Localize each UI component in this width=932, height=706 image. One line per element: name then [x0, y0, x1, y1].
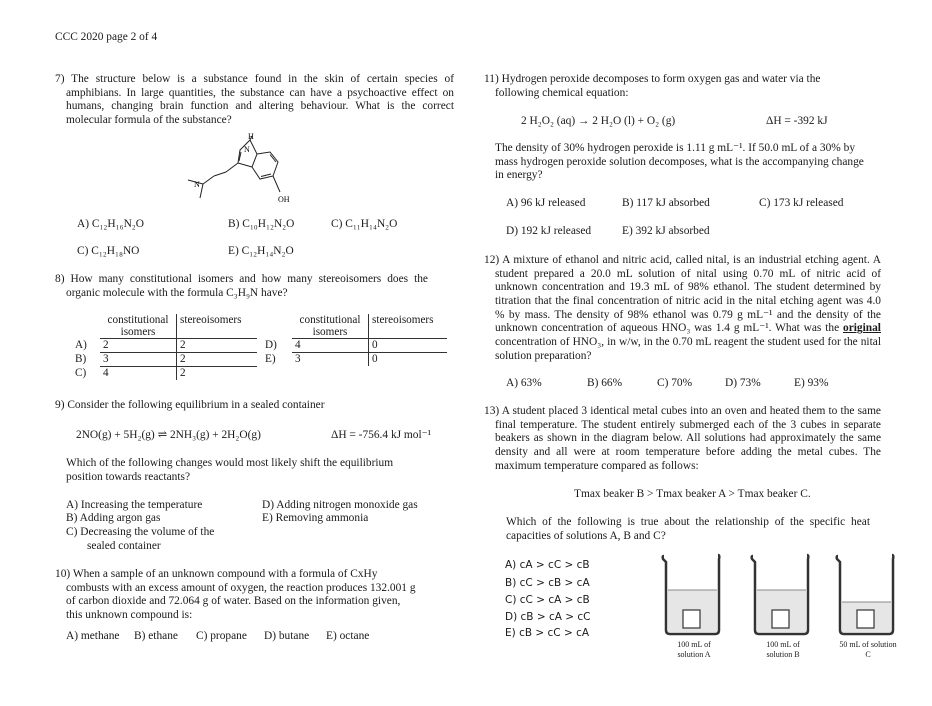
q9-option-c[interactable]: C) Decreasing the volume of the sealed container	[66, 526, 215, 552]
beaker-b	[749, 552, 814, 636]
q8-table-right	[262, 314, 447, 366]
q13-tmax: Tmax beaker B > Tmax beaker A > Tmax beaker C.	[574, 488, 811, 500]
beaker-a-caption: 100 mL of solution A	[677, 640, 711, 659]
molecule-structure	[180, 130, 300, 206]
question-7-text: 7) The structure below is a substance found in the skin of certain species of amphibians. In large quantities, the substance can have a psychoactive effect on humans, changing brain function and altering behaviour. What is the correct molecular formula of the substance?	[55, 73, 454, 127]
q8-col-stereo: stereoisomers	[177, 314, 258, 339]
q9-equation: 2NO(g) + 5H₂(g) ⇌ 2NH₃(g) + 2H₂O(g)	[76, 429, 261, 441]
q12-option-a[interactable]: A) 63%	[506, 377, 542, 389]
q11-delta-h: ΔH = -392 kJ	[766, 115, 828, 127]
q9-delta-h: ΔH = -756.4 kJ mol⁻¹	[331, 429, 432, 441]
q13-option-d[interactable]: D) cB > cA > cC	[505, 611, 591, 623]
q12-option-d[interactable]: D) 73%	[725, 377, 761, 389]
q9-option-d[interactable]: D) Adding nitrogen monoxide gas	[262, 499, 418, 511]
table-row[interactable]: D) 4 0	[262, 339, 447, 353]
q8-table-left	[72, 314, 257, 380]
q9-option-b[interactable]: B) Adding argon gas	[66, 512, 161, 524]
question-13-text2: Which of the following is true about the relationship of the specific heat capacities of solutions A, B and C?	[506, 516, 870, 542]
q13-option-b[interactable]: B) cC > cB > cA	[505, 577, 590, 589]
question-9-text: 9) Consider the following equilibrium in a sealed container	[55, 399, 325, 411]
q11-option-b[interactable]: B) 117 kJ absorbed	[622, 197, 710, 209]
beaker-a	[660, 552, 725, 636]
q7-option-b[interactable]: B) C₁₀H₁₂N₂O	[228, 218, 295, 230]
struct-h-label: H	[248, 132, 254, 141]
q11-option-d[interactable]: D) 192 kJ released	[506, 225, 592, 237]
q7-option-e[interactable]: E) C₁₂H₁₄N₂O	[228, 245, 294, 257]
table-row[interactable]: C) 4 2	[72, 367, 257, 381]
q11-equation: 2 H₂O₂ (aq) → 2 H₂O (l) + O₂ (g)	[521, 115, 676, 127]
struct-n-label: N	[244, 145, 250, 154]
q12-option-b[interactable]: B) 66%	[587, 377, 623, 389]
q8-col-stereo-right: stereoisomers	[369, 314, 448, 339]
question-8-text: 8) How many constitutional isomers and how many stereoisomers does the organic molecule with the formula C₃H₉N have?	[55, 273, 428, 299]
q13-option-a[interactable]: A) cA > cC > cB	[505, 559, 590, 571]
beaker-c	[834, 552, 899, 636]
table-row[interactable]: E) 3 0	[262, 353, 447, 367]
q7-option-a[interactable]: A) C₁₂H₁₆N₂O	[77, 218, 144, 230]
struct-n2-label: N	[194, 180, 200, 189]
question-12-text: 12) A mixture of ethanol and nitric acid, called nital, is an industrial etching agent. A student prepared a 20.0 mL solution of nital using 0.70 mL of nitric acid of unknown concentration and 19.3 mL of 98% ethanol. The student determined by titration that the final concentration of nitric acid in the nital etching agent was 4.0 % by mass. The density of 98% ethanol was 0.79 g mL⁻¹ and the density of the unknown concentration of aqueous HNO₃ was 1.4 g mL⁻¹. What was the original concentration of HNO₃, in w/w, in the 0.70 mL reagent the student used for the nital solution preparation?	[484, 254, 881, 362]
q9-option-e[interactable]: E) Removing ammonia	[262, 512, 369, 524]
q9-option-a[interactable]: A) Increasing the temperature	[66, 499, 203, 511]
q8-col-constitutional-right: constitutional isomers	[292, 314, 369, 339]
q12-option-e[interactable]: E) 93%	[794, 377, 829, 389]
q8-col-constitutional: constitutional isomers	[100, 314, 177, 339]
underlined-original: original	[843, 322, 881, 335]
q10-option-d[interactable]: D) butane	[264, 630, 310, 642]
q10-option-c[interactable]: C) propane	[196, 630, 247, 642]
table-row[interactable]: B) 3 2	[72, 353, 257, 367]
page-header: CCC 2020 page 2 of 4	[55, 31, 158, 43]
beaker-c-caption: 50 mL of solution C	[839, 640, 897, 659]
question-11-text: 11) Hydrogen peroxide decomposes to form oxygen gas and water via the following chemical equation:	[484, 73, 821, 99]
question-11-text2: The density of 30% hydrogen peroxide is 1.11 g mL⁻¹. If 50.0 mL of a 30% by mass hydrogen peroxide solution decomposes, what is the accompanying change in energy?	[495, 142, 864, 182]
beaker-b-caption: 100 mL of solution B	[766, 640, 800, 659]
q11-option-a[interactable]: A) 96 kJ released	[506, 197, 586, 209]
q13-option-e[interactable]: E) cB > cC > cA	[505, 627, 590, 639]
q7-option-c[interactable]: C) C₁₁H₁₄N₂O	[331, 218, 398, 230]
question-10-text: 10) When a sample of an unknown compound with a formula of CxHy combusts with an excess amount of oxygen, the reaction produces 132.001 g of carbon dioxide and 72.064 g of water. Based on the information given, this unknown compound is:	[55, 568, 416, 622]
q12-option-c[interactable]: C) 70%	[657, 377, 693, 389]
table-row[interactable]: A) 2 2	[72, 339, 257, 353]
struct-oh-label: OH	[278, 195, 290, 204]
q13-option-c[interactable]: C) cC > cA > cB	[505, 594, 590, 606]
question-13-text: 13) A student placed 3 identical metal cubes into an oven and heated them to the same final temperature. The student entirely submerged each of the 3 cubes in separate beakers as shown in the diagram below. All solutions had approximately the same density and all were at room temperature before adding the metal cubes. The maximum temperature compared as follows:	[484, 405, 881, 472]
q11-option-e[interactable]: E) 392 kJ absorbed	[622, 225, 710, 237]
q10-option-a[interactable]: A) methane	[66, 630, 120, 642]
q7-option-d[interactable]: C) C₁₂H₁₈NO	[77, 245, 140, 257]
q10-option-e[interactable]: E) octane	[326, 630, 370, 642]
q10-option-b[interactable]: B) ethane	[134, 630, 178, 642]
question-9-text2: Which of the following changes would most likely shift the equilibrium position towards reactants?	[66, 457, 394, 483]
q11-option-c[interactable]: C) 173 kJ released	[759, 197, 844, 209]
